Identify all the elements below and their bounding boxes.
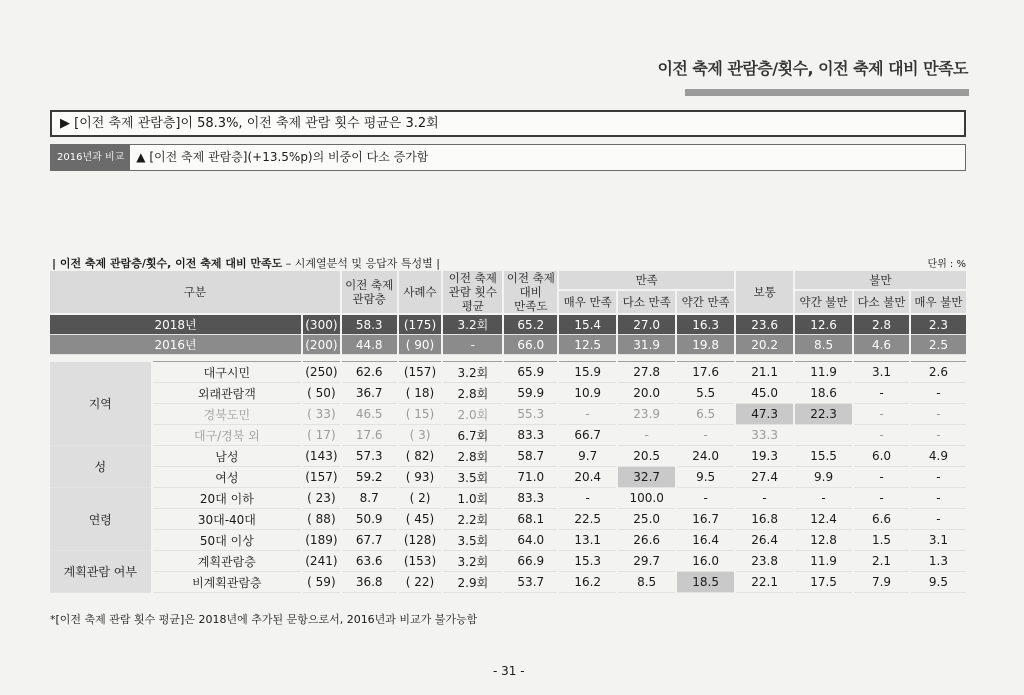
group-label: 연령	[50, 488, 152, 551]
satisfaction-vs-previous: 66.0	[503, 335, 558, 355]
rating-value: 27.8	[617, 362, 676, 383]
header-avg: 이전 축제 관람 횟수 평균	[442, 271, 503, 314]
rating-value: 9.5	[910, 572, 967, 593]
rating-value: 22.3	[794, 404, 853, 425]
rating-value: 20.2	[735, 335, 794, 355]
viewer-pct: 36.8	[341, 572, 398, 593]
rating-value: 6.5	[676, 404, 735, 425]
rating-value: 2.6	[910, 362, 967, 383]
case-count: (157)	[398, 362, 443, 383]
rating-value: 20.5	[617, 446, 676, 467]
rating-value: 9.5	[676, 467, 735, 488]
header-cases: 사례수	[398, 271, 443, 314]
rating-value: 2.3	[910, 314, 967, 335]
rating-value: 15.3	[558, 551, 617, 572]
rating-value: 24.0	[676, 446, 735, 467]
rating-value: 2.5	[910, 335, 967, 355]
rating-value: -	[558, 488, 617, 509]
avg-visits: 6.7회	[442, 425, 503, 446]
table-row	[50, 572, 967, 593]
case-count: ( 93)	[398, 467, 443, 488]
rating-value: 100.0	[617, 488, 676, 509]
rating-value: 33.3	[735, 425, 794, 446]
sample-size: (200)	[302, 335, 341, 355]
sample-size: ( 17)	[302, 425, 341, 446]
header-very-satisfied: 매우 만족	[558, 290, 617, 314]
rating-value: 6.6	[853, 509, 910, 530]
case-count: (175)	[398, 314, 443, 335]
year-row	[50, 314, 967, 335]
rating-value: 23.9	[617, 404, 676, 425]
table-caption	[52, 255, 440, 271]
rating-value: 10.9	[558, 383, 617, 404]
rating-value: 12.5	[558, 335, 617, 355]
header-slightly-satisfied: 약간 만족	[676, 290, 735, 314]
group-label: 지역	[50, 362, 152, 446]
rating-value: 9.7	[558, 446, 617, 467]
avg-visits: 3.5회	[442, 467, 503, 488]
rating-value: -	[735, 488, 794, 509]
rating-value: 12.8	[794, 530, 853, 551]
table-row	[50, 383, 967, 404]
rating-value: 16.0	[676, 551, 735, 572]
rating-value: 16.8	[735, 509, 794, 530]
rating-value: 29.7	[617, 551, 676, 572]
rating-value: 18.6	[794, 383, 853, 404]
page-number: - 31 -	[493, 664, 525, 678]
rating-value: -	[676, 425, 735, 446]
table-row	[50, 425, 967, 446]
rating-value: -	[794, 488, 853, 509]
avg-visits: 3.2회	[442, 362, 503, 383]
row-label: 30대-40대	[152, 509, 302, 530]
rating-value: 11.9	[794, 362, 853, 383]
rating-value: 19.3	[735, 446, 794, 467]
rating-value: 45.0	[735, 383, 794, 404]
rating-value: 25.0	[617, 509, 676, 530]
rating-value: 5.5	[676, 383, 735, 404]
table-row	[50, 404, 967, 425]
row-label: 여성	[152, 467, 302, 488]
row-label: 20대 이하	[152, 488, 302, 509]
rating-value: -	[853, 488, 910, 509]
group-label: 계획관람 여부	[50, 551, 152, 593]
sample-size: (189)	[302, 530, 341, 551]
rating-value: 18.5	[676, 572, 735, 593]
rating-value: 22.1	[735, 572, 794, 593]
caption-subtitle: – 시계열분석 및 응답자 특성별 |	[282, 257, 440, 270]
rating-value: 2.1	[853, 551, 910, 572]
rating-value: -	[853, 425, 910, 446]
satisfaction-vs-previous: 65.9	[503, 362, 558, 383]
rating-value: 21.1	[735, 362, 794, 383]
sample-size: (250)	[302, 362, 341, 383]
avg-visits: -	[442, 335, 503, 355]
rating-value: 4.6	[853, 335, 910, 355]
row-label: 계획관람층	[152, 551, 302, 572]
sample-size: ( 23)	[302, 488, 341, 509]
row-label: 50대 이상	[152, 530, 302, 551]
viewer-pct: 46.5	[341, 404, 398, 425]
satisfaction-vs-previous: 64.0	[503, 530, 558, 551]
header-very-dissatisfied: 매우 불만	[910, 290, 967, 314]
header-satisfied: 만족	[558, 271, 735, 290]
year-label: 2018년	[50, 314, 302, 335]
avg-visits: 2.8회	[442, 383, 503, 404]
case-count: ( 2)	[398, 488, 443, 509]
header-row-1	[50, 271, 967, 290]
sample-size: (241)	[302, 551, 341, 572]
satisfaction-vs-previous: 53.7	[503, 572, 558, 593]
rating-value: -	[910, 383, 967, 404]
viewer-pct: 44.8	[341, 335, 398, 355]
rating-value: 15.4	[558, 314, 617, 335]
rating-value: -	[910, 488, 967, 509]
row-label: 경북도민	[152, 404, 302, 425]
table-row	[50, 488, 967, 509]
rating-value: -	[910, 467, 967, 488]
viewer-pct: 62.6	[341, 362, 398, 383]
rating-value: 12.4	[794, 509, 853, 530]
satisfaction-vs-previous: 71.0	[503, 467, 558, 488]
sample-size: (300)	[302, 314, 341, 335]
avg-visits: 2.0회	[442, 404, 503, 425]
summary-box	[50, 110, 966, 137]
sample-size: ( 50)	[302, 383, 341, 404]
case-count: (153)	[398, 551, 443, 572]
rating-value: 1.5	[853, 530, 910, 551]
viewer-pct: 58.3	[341, 314, 398, 335]
avg-visits: 3.2회	[442, 551, 503, 572]
row-label: 대구시민	[152, 362, 302, 383]
sample-size: ( 59)	[302, 572, 341, 593]
rating-value: 27.4	[735, 467, 794, 488]
rating-value: 26.6	[617, 530, 676, 551]
rating-value: -	[910, 425, 967, 446]
page-title: 이전 축제 관람층/횟수, 이전 축제 대비 만족도	[657, 59, 968, 78]
row-label: 대구/경북 외	[152, 425, 302, 446]
rating-value: -	[853, 383, 910, 404]
table-row	[50, 446, 967, 467]
rating-value: 23.6	[735, 314, 794, 335]
summary-text: ▶ [이전 축제 관람층]이 58.3%, 이전 축제 관람 횟수 평균은 3.2회	[60, 116, 439, 131]
header-somewhat-dissatisfied: 다소 불만	[853, 290, 910, 314]
table-row	[50, 467, 967, 488]
year-label: 2016년	[50, 335, 302, 355]
satisfaction-vs-previous: 65.2	[503, 314, 558, 335]
rating-value: -	[910, 509, 967, 530]
rating-value: 12.6	[794, 314, 853, 335]
sample-size: (157)	[302, 467, 341, 488]
viewer-pct: 17.6	[341, 425, 398, 446]
header-category: 구분	[50, 271, 341, 314]
sample-size: ( 88)	[302, 509, 341, 530]
footnote: *[이전 축제 관람 횟수 평균]은 2018년에 추가된 문항으로서, 2016년과 비교가 불가능함	[50, 613, 478, 626]
avg-visits: 2.9회	[442, 572, 503, 593]
avg-visits: 3.5회	[442, 530, 503, 551]
header-neutral: 보통	[735, 271, 794, 314]
rating-value: 11.9	[794, 551, 853, 572]
satisfaction-vs-previous: 83.3	[503, 425, 558, 446]
rating-value: 27.0	[617, 314, 676, 335]
table-row	[50, 551, 967, 572]
viewer-pct: 63.6	[341, 551, 398, 572]
rating-value: 13.1	[558, 530, 617, 551]
row-label: 남성	[152, 446, 302, 467]
header-dissatisfied: 불만	[794, 271, 967, 290]
avg-visits: 1.0회	[442, 488, 503, 509]
rating-value: 3.1	[910, 530, 967, 551]
viewer-pct: 57.3	[341, 446, 398, 467]
caption-title: | 이전 축제 관람층/횟수, 이전 축제 대비 만족도	[52, 257, 283, 270]
rating-value: 3.1	[853, 362, 910, 383]
rating-value: 23.8	[735, 551, 794, 572]
satisfaction-vs-previous: 66.9	[503, 551, 558, 572]
case-count: ( 22)	[398, 572, 443, 593]
rating-value: 20.4	[558, 467, 617, 488]
rating-value: 32.7	[617, 467, 676, 488]
unit-label: 단위 : %	[927, 259, 966, 270]
satisfaction-vs-previous: 83.3	[503, 488, 558, 509]
satisfaction-vs-previous: 58.7	[503, 446, 558, 467]
rating-value: 20.0	[617, 383, 676, 404]
rating-value: 8.5	[617, 572, 676, 593]
comparison-box	[50, 144, 966, 171]
header-somewhat-satisfied: 다소 만족	[617, 290, 676, 314]
rating-value: 47.3	[735, 404, 794, 425]
viewer-pct: 67.7	[341, 530, 398, 551]
case-count: ( 3)	[398, 425, 443, 446]
comparison-text: ▲ [이전 축제 관람층](+13.5%p)의 비중이 다소 증가함	[136, 150, 429, 164]
rating-value: 26.4	[735, 530, 794, 551]
rating-value: 17.6	[676, 362, 735, 383]
rating-value: -	[617, 425, 676, 446]
rating-value	[794, 425, 853, 446]
rating-value: -	[853, 467, 910, 488]
satisfaction-vs-previous: 55.3	[503, 404, 558, 425]
case-count: ( 45)	[398, 509, 443, 530]
satisfaction-vs-previous: 59.9	[503, 383, 558, 404]
case-count: (128)	[398, 530, 443, 551]
rating-value: 6.0	[853, 446, 910, 467]
rating-value: -	[910, 404, 967, 425]
title-rule	[685, 89, 969, 96]
avg-visits: 3.2회	[442, 314, 503, 335]
rating-value: 15.9	[558, 362, 617, 383]
group-label: 성	[50, 446, 152, 488]
statistics-table	[50, 271, 968, 593]
row-label: 비계획관람층	[152, 572, 302, 593]
comparison-badge: 2016년과 비교	[51, 145, 130, 170]
rating-value: 15.5	[794, 446, 853, 467]
table-row	[50, 509, 967, 530]
case-count: ( 90)	[398, 335, 443, 355]
case-count: ( 18)	[398, 383, 443, 404]
rating-value: 31.9	[617, 335, 676, 355]
avg-visits: 2.2회	[442, 509, 503, 530]
case-count: ( 15)	[398, 404, 443, 425]
rating-value: 16.2	[558, 572, 617, 593]
row-label: 외래관람객	[152, 383, 302, 404]
header-viewer: 이전 축제 관람층	[341, 271, 398, 314]
rating-value: 66.7	[558, 425, 617, 446]
rating-value: 8.5	[794, 335, 853, 355]
case-count: ( 82)	[398, 446, 443, 467]
rating-value: 1.3	[910, 551, 967, 572]
viewer-pct: 36.7	[341, 383, 398, 404]
table-row	[50, 362, 967, 383]
rating-value: 22.5	[558, 509, 617, 530]
rating-value: -	[676, 488, 735, 509]
rating-value: 19.8	[676, 335, 735, 355]
rating-value: 7.9	[853, 572, 910, 593]
rating-value: -	[853, 404, 910, 425]
header-vs: 이전 축제 대비 만족도	[503, 271, 558, 314]
satisfaction-vs-previous: 68.1	[503, 509, 558, 530]
avg-visits: 2.8회	[442, 446, 503, 467]
rating-value: 4.9	[910, 446, 967, 467]
viewer-pct: 8.7	[341, 488, 398, 509]
rating-value: 16.4	[676, 530, 735, 551]
viewer-pct: 59.2	[341, 467, 398, 488]
sample-size: (143)	[302, 446, 341, 467]
rating-value: 2.8	[853, 314, 910, 335]
spacer-row	[50, 355, 967, 362]
sample-size: ( 33)	[302, 404, 341, 425]
viewer-pct: 50.9	[341, 509, 398, 530]
table-row	[50, 530, 967, 551]
year-row	[50, 335, 967, 355]
rating-value: 17.5	[794, 572, 853, 593]
rating-value: -	[558, 404, 617, 425]
rating-value: 16.7	[676, 509, 735, 530]
header-slightly-dissatisfied: 약간 불만	[794, 290, 853, 314]
rating-value: 16.3	[676, 314, 735, 335]
rating-value: 9.9	[794, 467, 853, 488]
